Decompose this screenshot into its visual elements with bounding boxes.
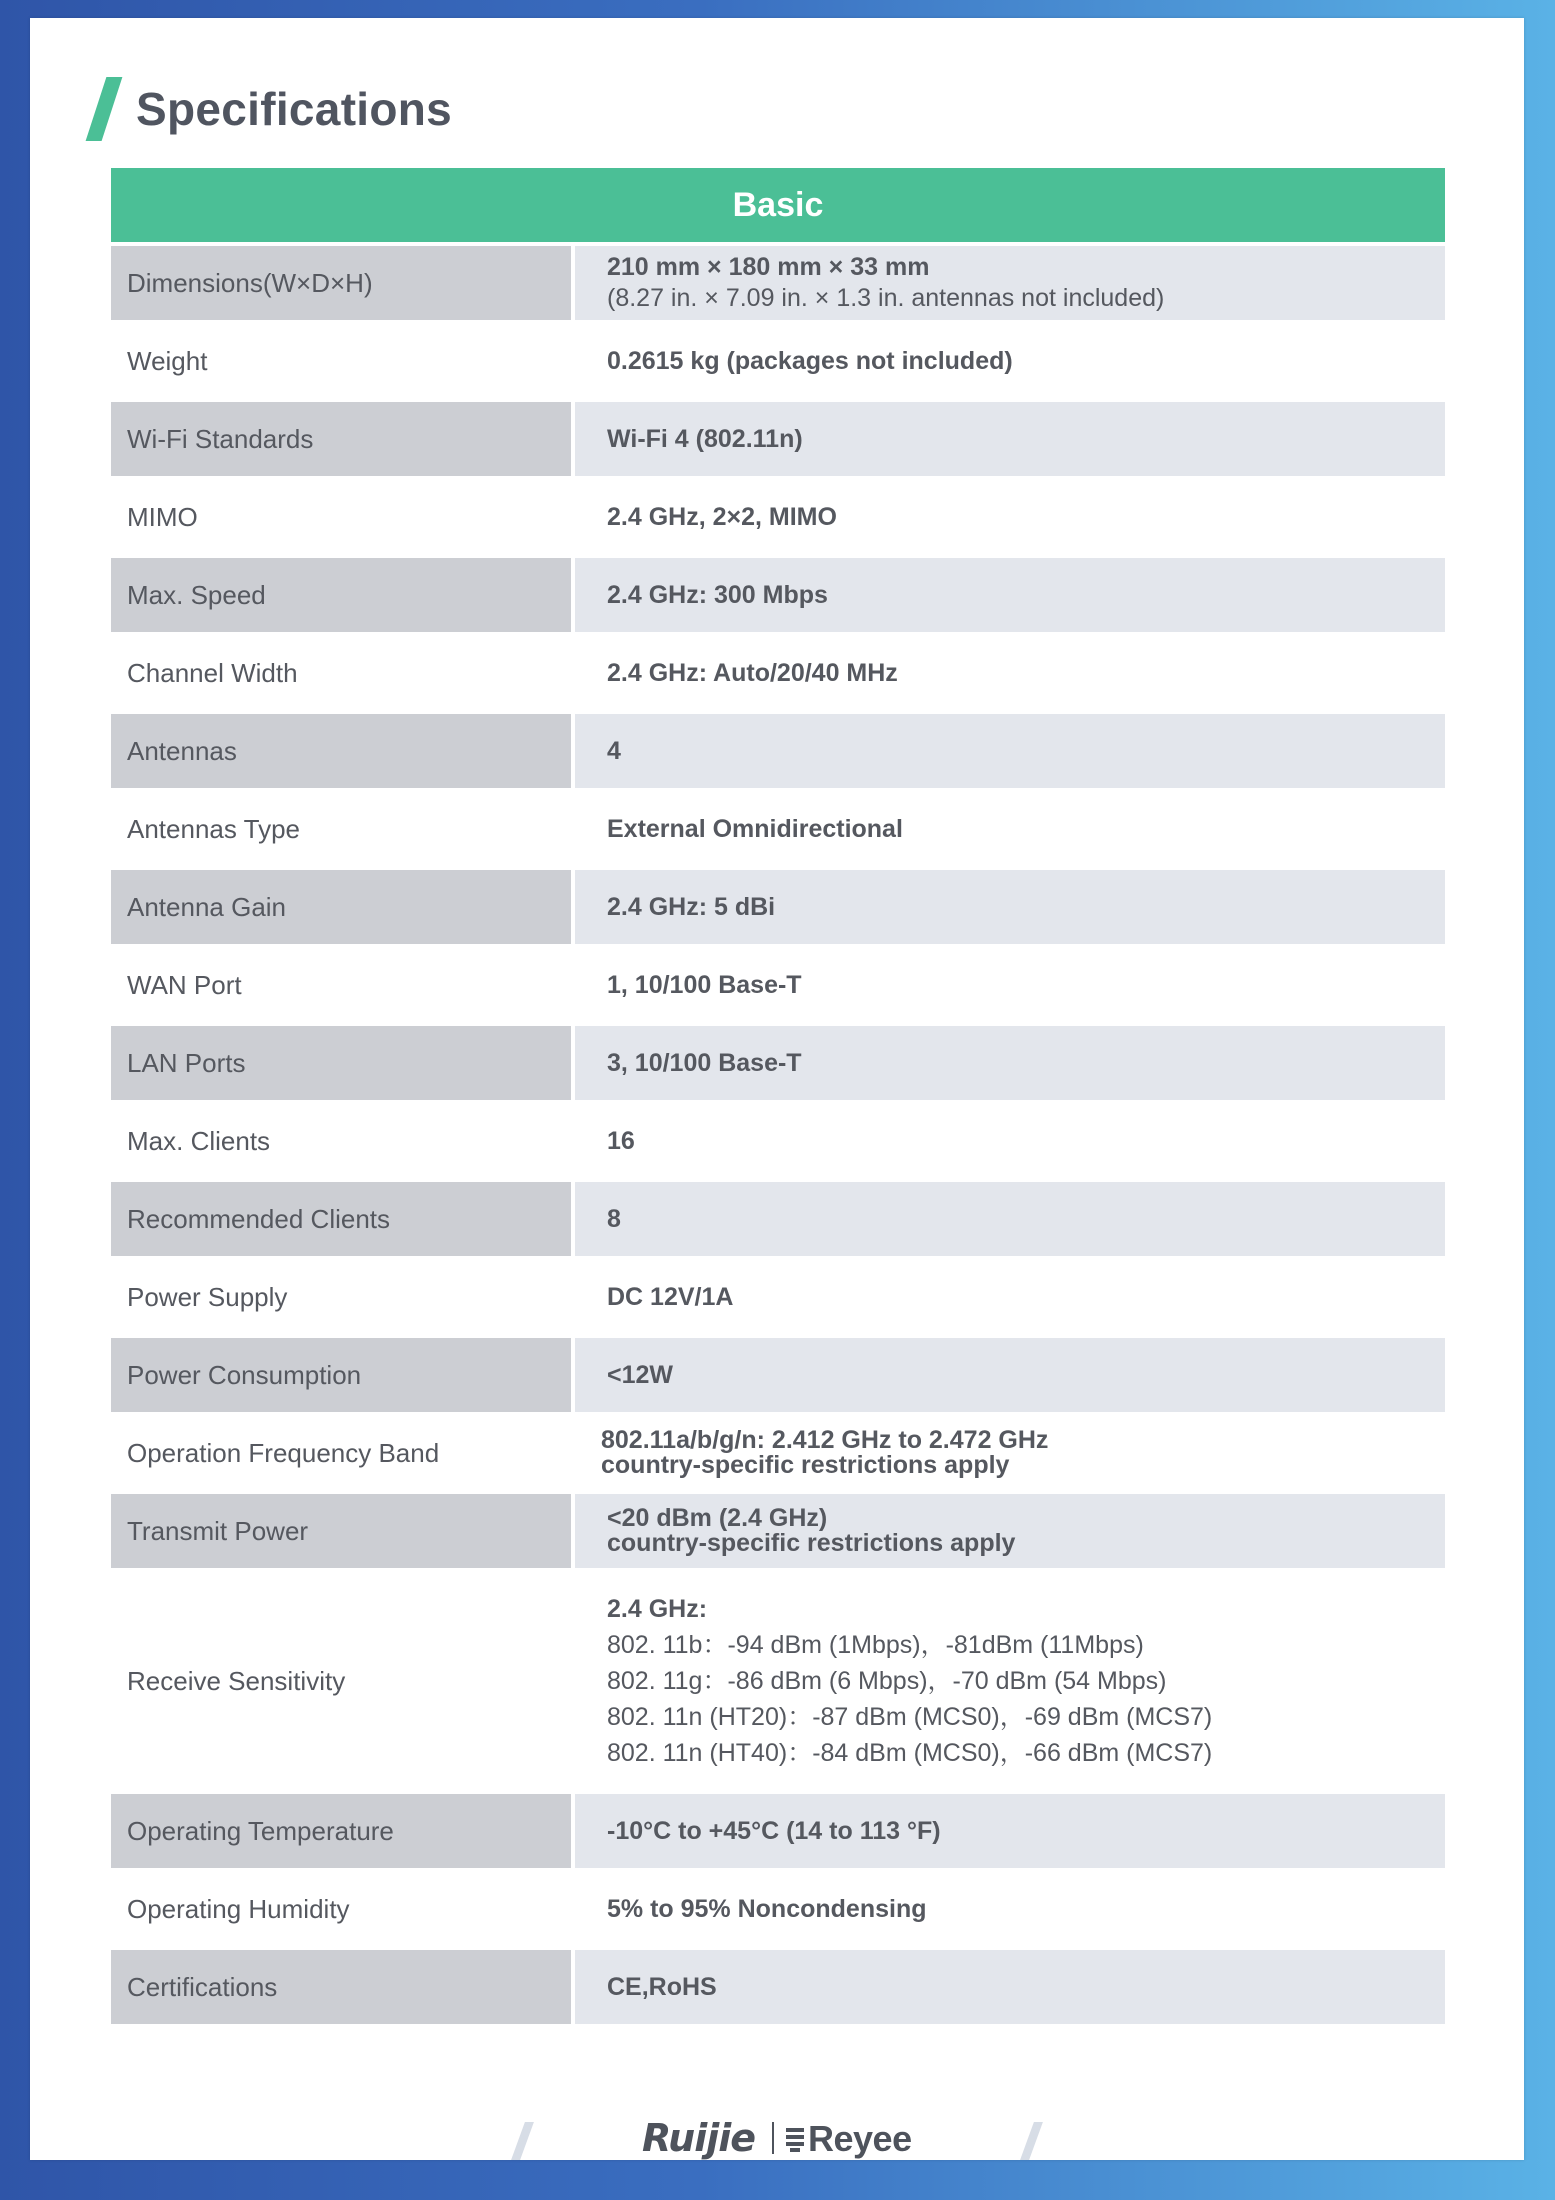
table-row xyxy=(111,1950,1445,2024)
table-row xyxy=(111,558,1445,632)
table-row xyxy=(111,1416,1445,1490)
ruijie-logo: Ruijie xyxy=(642,2116,756,2160)
row-value: 4 xyxy=(575,714,1445,788)
table-row xyxy=(111,1182,1445,1256)
row-value: 3, 10/100 Base-T xyxy=(575,1026,1445,1100)
spec-page xyxy=(30,18,1524,2160)
accent-slash-icon xyxy=(86,77,123,141)
row-label: LAN Ports xyxy=(111,1026,571,1100)
row-value: 2.4 GHz: 5 dBi xyxy=(575,870,1445,944)
value-line: country-specific restrictions apply xyxy=(601,1451,1010,1479)
row-label: Max. Clients xyxy=(127,1125,271,1156)
reyee-mark-icon xyxy=(784,2126,806,2154)
spec-table xyxy=(111,168,1445,2024)
table-row xyxy=(111,1494,1445,1568)
table-row xyxy=(111,480,1445,554)
row-label: Transmit Power xyxy=(111,1494,571,1568)
table-row xyxy=(111,714,1445,788)
page-title: Specifications xyxy=(136,83,453,135)
row-value: 8 xyxy=(575,1182,1445,1256)
row-label: Max. Speed xyxy=(111,558,571,632)
row-value: 2.4 GHz, 2×2, MIMO xyxy=(607,502,837,531)
value-line: 2.4 GHz: xyxy=(607,1595,708,1623)
row-value: 1, 10/100 Base-T xyxy=(607,970,802,999)
table-row xyxy=(111,1794,1445,1868)
table-row xyxy=(111,1872,1445,1946)
row-value xyxy=(575,1416,1445,1490)
section-heading xyxy=(96,74,452,144)
row-label: Power Supply xyxy=(127,1281,288,1312)
row-value: -10°C to +45°C (14 to 113 °F) xyxy=(575,1794,1445,1868)
row-label: MIMO xyxy=(127,501,198,532)
table-row xyxy=(111,246,1445,320)
row-value: 5% to 95% Noncondensing xyxy=(607,1894,927,1923)
row-label: Operating Humidity xyxy=(127,1893,350,1924)
row-value xyxy=(575,1494,1445,1568)
reyee-logo: Reyee xyxy=(808,2118,912,2159)
table-row xyxy=(111,1104,1445,1178)
row-label: Receive Sensitivity xyxy=(127,1665,346,1696)
table-row xyxy=(111,870,1445,944)
value-line: 802. 11b：-94 dBm (1Mbps)，-81dBm (11Mbps) xyxy=(607,1631,1144,1659)
value-line: 802. 11g：-86 dBm (6 Mbps)，-70 dBm (54 Mbps) xyxy=(607,1667,1167,1695)
row-value xyxy=(575,246,1445,320)
row-label: Certifications xyxy=(111,1950,571,2024)
row-label: WAN Port xyxy=(127,969,242,1000)
table-row xyxy=(111,1338,1445,1412)
value-line: (8.27 in. × 7.09 in. × 1.3 in. antennas not included) xyxy=(607,284,1165,312)
row-label: Wi-Fi Standards xyxy=(111,402,571,476)
value-line: <20 dBm (2.4 GHz) xyxy=(607,1504,828,1532)
decorative-slash-icon xyxy=(511,2122,534,2160)
row-value: 2.4 GHz: Auto/20/40 MHz xyxy=(607,658,898,687)
table-row xyxy=(111,1572,1445,1790)
footer xyxy=(30,2112,1524,2164)
decorative-slash-icon xyxy=(1020,2122,1043,2160)
table-row xyxy=(111,402,1445,476)
row-label: Operation Frequency Band xyxy=(127,1437,440,1468)
row-label: Operating Temperature xyxy=(111,1794,571,1868)
row-label: Antennas xyxy=(111,714,571,788)
value-line: 802.11a/b/g/n: 2.412 GHz to 2.472 GHz xyxy=(601,1426,1049,1454)
row-label: Dimensions(W×D×H) xyxy=(111,246,571,320)
logo-divider xyxy=(772,2122,774,2154)
row-label: Power Consumption xyxy=(111,1338,571,1412)
row-value: Wi-Fi 4 (802.11n) xyxy=(575,402,1445,476)
value-line: 802. 11n (HT20)：-87 dBm (MCS0)，-69 dBm (MCS7) xyxy=(607,1703,1213,1731)
row-value xyxy=(575,1572,1445,1790)
row-value: 0.2615 kg (packages not included) xyxy=(607,346,1013,375)
table-row xyxy=(111,792,1445,866)
row-value: CE,RoHS xyxy=(575,1950,1445,2024)
table-row xyxy=(111,1260,1445,1334)
row-value: DC 12V/1A xyxy=(607,1282,734,1311)
table-row xyxy=(111,948,1445,1022)
row-label: Antennas Type xyxy=(127,813,300,844)
value-line: 210 mm × 180 mm × 33 mm xyxy=(607,253,930,281)
table-header: Basic xyxy=(111,168,1445,242)
row-value: <12W xyxy=(575,1338,1445,1412)
value-line: 802. 11n (HT40)：-84 dBm (MCS0)，-66 dBm (MCS7) xyxy=(607,1739,1213,1767)
row-label: Channel Width xyxy=(127,657,298,688)
row-value: 2.4 GHz: 300 Mbps xyxy=(575,558,1445,632)
value-line: country-specific restrictions apply xyxy=(607,1529,1016,1557)
row-value: External Omnidirectional xyxy=(607,814,903,843)
row-value: 16 xyxy=(607,1126,635,1155)
row-label: Antenna Gain xyxy=(111,870,571,944)
table-row xyxy=(111,324,1445,398)
table-row xyxy=(111,1026,1445,1100)
row-label: Weight xyxy=(127,345,208,376)
table-row xyxy=(111,636,1445,710)
row-label: Recommended Clients xyxy=(111,1182,571,1256)
